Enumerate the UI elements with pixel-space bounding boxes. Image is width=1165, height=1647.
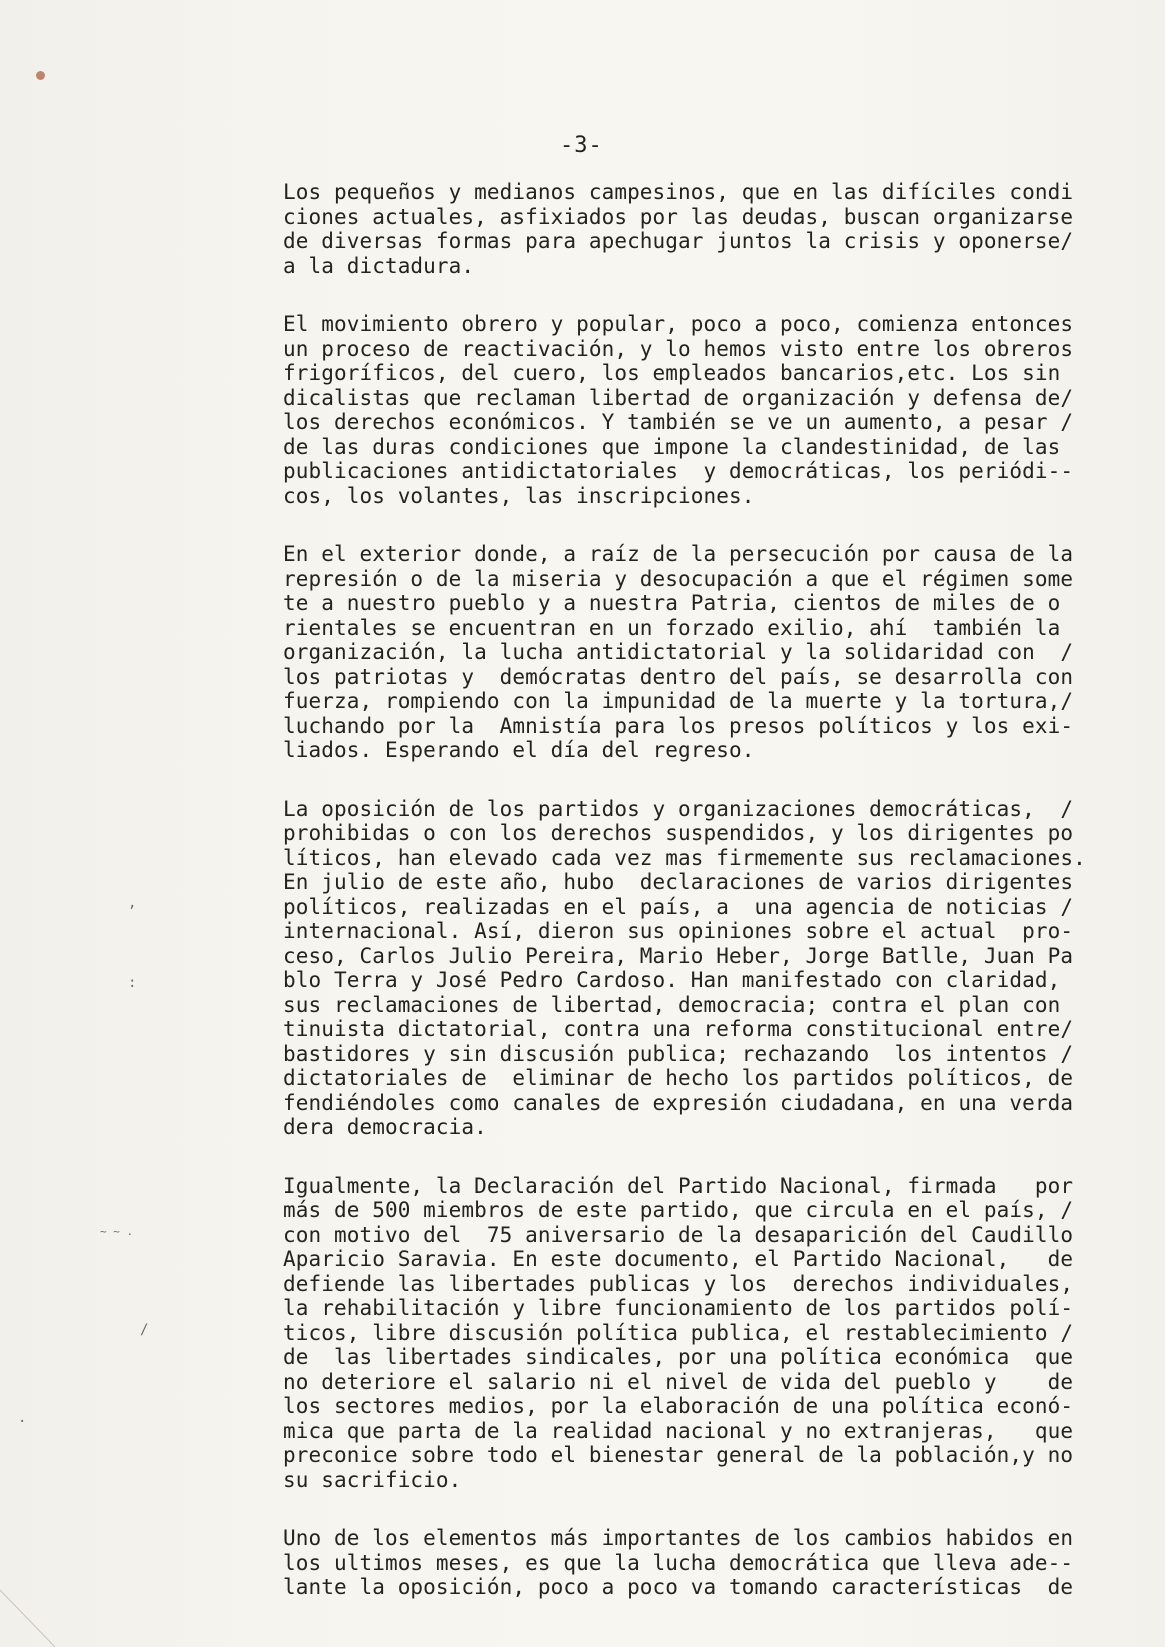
- text-line: a la dictadura.: [283, 253, 475, 278]
- page-corner-fold: [0, 1590, 60, 1647]
- text-line: la rehabilitación y libre funcionamiento de los partidos polí-: [283, 1296, 1074, 1320]
- margin-mark: ,: [128, 895, 137, 911]
- text-line: fendiéndoles como canales de expresión ciudadana, en una verda: [283, 1090, 1074, 1115]
- text-line: un proceso de reactivación, y lo hemos visto entre los obreros: [283, 336, 1074, 361]
- text-line: represión o de la miseria y desocupación a que el régimen some: [283, 566, 1074, 591]
- text-line: de diversas formas para apechugar juntos la crisis y oponerse/: [283, 229, 1074, 253]
- body-text: [283, 180, 1086, 1634]
- paragraph: [283, 542, 1073, 763]
- text-line: luchando por la Amnistía para los presos políticos y los exi-: [283, 713, 1074, 738]
- text-line: mica que parta de la realidad nacional y no extranjeras, que: [283, 1418, 1074, 1443]
- text-line: internacional. Así, dieron sus opiniones sobre el actual pro-: [283, 919, 1074, 943]
- paragraph: [283, 312, 1073, 508]
- margin-mark: .: [18, 1410, 27, 1426]
- text-line: organización, la lucha antidictatorial y la solidaridad con /: [283, 640, 1074, 664]
- text-line: políticos, realizadas en el país, a una agencia de noticias /: [283, 894, 1074, 919]
- text-line: cos, los volantes, las inscripciones.: [283, 483, 755, 508]
- margin-mark: ~ ~ .: [100, 1225, 134, 1238]
- text-line: los derechos económicos. Y también se ve un aumento, a pesar /: [283, 410, 1074, 434]
- text-line: dera democracia.: [283, 1115, 487, 1139]
- text-line: los ultimos meses, es que la lucha democrática que lleva ade--: [283, 1550, 1074, 1575]
- text-line: En julio de este año, hubo declaraciones de varios dirigentes: [283, 870, 1074, 894]
- text-line: su sacrificio.: [283, 1467, 462, 1492]
- text-line: dicalistas que reclaman libertad de organización y defensa de/: [283, 385, 1074, 410]
- text-line: publicaciones antidictatoriales y democráticas, los periódi--: [283, 459, 1074, 483]
- text-line: con motivo del 75 aniversario de la desaparición del Caudillo: [283, 1222, 1074, 1247]
- text-line: dictatoriales de eliminar de hecho los partidos políticos, de: [283, 1066, 1074, 1090]
- text-line: no deteriore el salario ni el nivel de vida del pueblo y de: [283, 1369, 1074, 1394]
- text-line: Los pequeños y medianos campesinos, que en las difíciles condi: [283, 180, 1074, 204]
- text-line: de las libertades sindicales, por una política económica que: [283, 1345, 1074, 1369]
- paragraph: [283, 796, 1086, 1140]
- text-line: los sectores medios, por la elaboración de una política econó-: [283, 1394, 1074, 1418]
- text-line: Igualmente, la Declaración del Partido Nacional, firmada por: [283, 1173, 1074, 1198]
- text-line: líticos, han elevado cada vez mas firmemente sus reclamaciones.: [283, 845, 1086, 870]
- text-line: los patriotas y demócratas dentro del país, se desarrolla con: [283, 664, 1074, 689]
- text-line: liados. Esperando el día del regreso.: [283, 738, 755, 762]
- text-line: de las duras condiciones que impone la clandestinidad, de las: [283, 434, 1061, 459]
- page-number: -3-: [560, 133, 603, 158]
- text-line: rientales se encuentran en un forzado exilio, ahí también la: [283, 615, 1061, 640]
- text-line: más de 500 miembros de este partido, que circula en el país, /: [283, 1198, 1074, 1222]
- text-line: ceso, Carlos Julio Pereira, Mario Heber, Jorge Batlle, Juan Pa: [283, 943, 1074, 968]
- margin-mark: /: [140, 1322, 149, 1338]
- text-line: fuerza, rompiendo con la impunidad de la muerte y la tortura,/: [283, 689, 1074, 713]
- margin-mark: :: [128, 975, 137, 991]
- text-line: te a nuestro pueblo y a nuestra Patria, cientos de miles de o: [283, 591, 1061, 615]
- text-line: En el exterior donde, a raíz de la persecución por causa de la: [283, 542, 1074, 566]
- text-line: Uno de los elementos más importantes de los cambios habidos en: [283, 1526, 1074, 1550]
- paragraph: [283, 1526, 1073, 1600]
- text-line: ciones actuales, asfixiados por las deudas, buscan organizarse: [283, 204, 1074, 229]
- text-line: ticos, libre discusión política publica, el restablecimiento /: [283, 1320, 1074, 1345]
- ink-stain: [36, 71, 45, 80]
- paragraph: [283, 1174, 1073, 1493]
- text-line: blo Terra y José Pedro Cardoso. Han manifestado con claridad,: [283, 968, 1061, 992]
- text-line: frigoríficos, del cuero, los empleados bancarios,etc. Los sin: [283, 361, 1061, 385]
- text-line: La oposición de los partidos y organizaciones democráticas, /: [283, 796, 1074, 821]
- text-line: tinuista dictatorial, contra una reforma constitucional entre/: [283, 1017, 1074, 1041]
- text-line: bastidores y sin discusión publica; rechazando los intentos /: [283, 1041, 1074, 1066]
- text-line: prohibidas o con los derechos suspendidos, y los dirigentes po: [283, 821, 1074, 845]
- text-line: sus reclamaciones de libertad, democracia; contra el plan con: [283, 992, 1061, 1017]
- text-line: lante la oposición, poco a poco va tomando características de: [283, 1575, 1074, 1599]
- text-line: defiende las libertades publicas y los derechos individuales,: [283, 1271, 1074, 1296]
- text-line: Aparicio Saravia. En este documento, el Partido Nacional, de: [283, 1247, 1074, 1271]
- paragraph: [283, 180, 1073, 278]
- text-line: El movimiento obrero y popular, poco a poco, comienza entonces: [283, 312, 1074, 336]
- text-line: preconice sobre todo el bienestar general de la población,y no: [283, 1443, 1074, 1467]
